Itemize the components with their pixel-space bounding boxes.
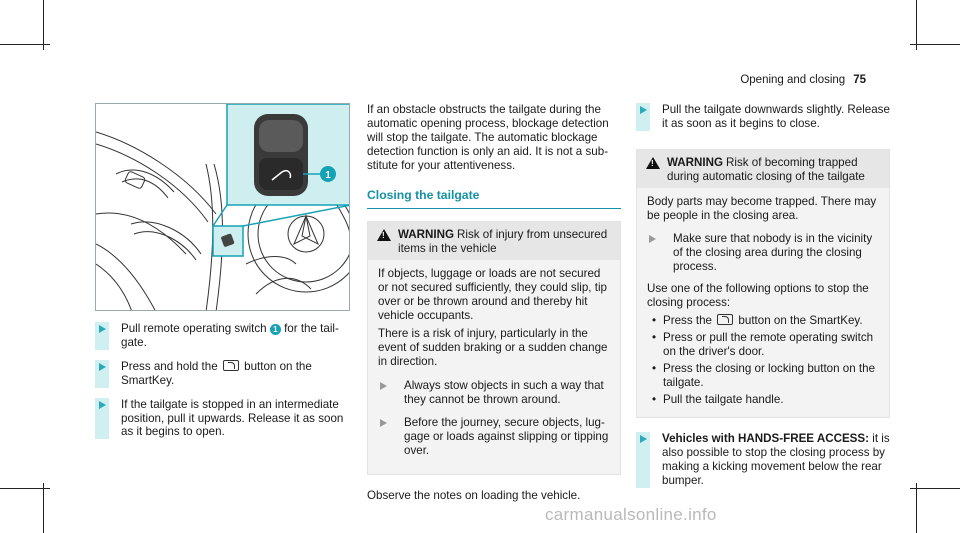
step-arrow-icon: [649, 235, 656, 243]
step: If the tailgate is stopped in an intermediate position, pull it upwards. Release it as soon as it begins to open.: [95, 398, 353, 440]
warning-step: Before the journey, secure objects, luggage or loads against slipping or tipping over.: [378, 416, 610, 458]
column-left: [95, 322, 353, 449]
warning-box: [367, 221, 621, 475]
step-arrow-icon: [636, 103, 650, 131]
warning-step: Always stow objects in such a way that they cannot be thrown around.: [378, 379, 610, 407]
step-arrow-icon: [95, 360, 109, 388]
bullet-item: • Press the button on the SmartKey.: [647, 314, 879, 328]
crop-mark: [43, 483, 44, 533]
crop-mark: [910, 488, 960, 489]
crop-mark: [910, 44, 960, 45]
tailgate-key-icon: [223, 360, 239, 371]
warning-body: Body parts may become trapped. There may be people in the closing area. Make sure that nobody is in the vicinity of the closing area during the closing process. Use one of the following options to stop the closing process: • Press the button on the SmartKey. • Press or pull the remote operating switch on the driver's door. • Press the closing or locking button on the tailgate. • Pull the tailgate handle.: [637, 188, 889, 418]
page-number: 75: [853, 74, 866, 86]
figure-callout: 1: [325, 170, 331, 181]
step-arrow-icon: [95, 398, 109, 440]
warning-step: Make sure that nobody is in the vicinity of the closing area during the closing process.: [647, 232, 879, 274]
warning-icon: [646, 157, 660, 169]
bullet-item: • Pull the tailgate handle.: [647, 393, 879, 407]
column-middle: [367, 103, 621, 503]
crop-mark: [916, 483, 917, 533]
watermark: carmanualsonline.info: [545, 505, 717, 524]
page-header: [740, 74, 866, 88]
step-arrow-icon: [380, 419, 387, 427]
warning-header: ! WARNING Risk of becoming trapped during automatic closing of the tailgate: [637, 150, 889, 188]
step: Press and hold the button on the SmartKey.: [95, 360, 353, 388]
step: Pull remote operating switch 1 for the tailgate.: [95, 322, 353, 350]
callout-number: 1: [270, 324, 281, 335]
step-arrow-icon: [95, 322, 109, 350]
door-panel-drawing: [96, 104, 350, 311]
bullet-item: • Press the closing or locking button on the tailgate.: [647, 362, 879, 390]
step: Pull the tailgate downwards slightly. Release it as soon as it begins to close.: [636, 103, 890, 131]
crop-mark: [916, 0, 917, 50]
intro-paragraph: If an obstacle obstructs the tailgate during the automatic opening process, blockage detection will stop the tailgate. The automatic blockage detection function is only an aid. It is not a substitute for your attentiveness.: [367, 103, 609, 172]
warning-body: If objects, luggage or loads are not secured or not secured sufficiently, they could slip, tip over or be thrown around and thereby hit vehicle occupants. There is a risk of injury, particularly in the event of sudden braking or a sudden change in direction. Always stow objects in such a way that they cannot be thrown around. Before the journey, secure objects, luggage or loads against slipping or tipping over.: [378, 267, 609, 458]
warning-icon: [377, 229, 391, 241]
step-arrow-icon: [636, 432, 650, 488]
warning-box: [636, 149, 890, 419]
warning-header: ! WARNING Risk of injury from unsecured items in the vehicle: [368, 222, 620, 260]
column-right: [636, 103, 890, 498]
outro-paragraph: Observe the notes on loading the vehicle.: [367, 489, 581, 503]
step: Vehicles with HANDS-FREE ACCESS: it is also possible to stop the closing process by making a kicking movement below the rear bumper.: [636, 432, 890, 488]
section-title: Closing the tailgate: [367, 189, 621, 210]
tailgate-switch-illustration: [95, 103, 350, 311]
tailgate-key-icon: [717, 314, 733, 325]
bullet-item: • Press or pull the remote operating switch on the driver's door.: [647, 331, 879, 359]
crop-mark: [43, 0, 44, 50]
section-name: Opening and closing: [740, 74, 846, 86]
step-arrow-icon: [380, 382, 387, 390]
